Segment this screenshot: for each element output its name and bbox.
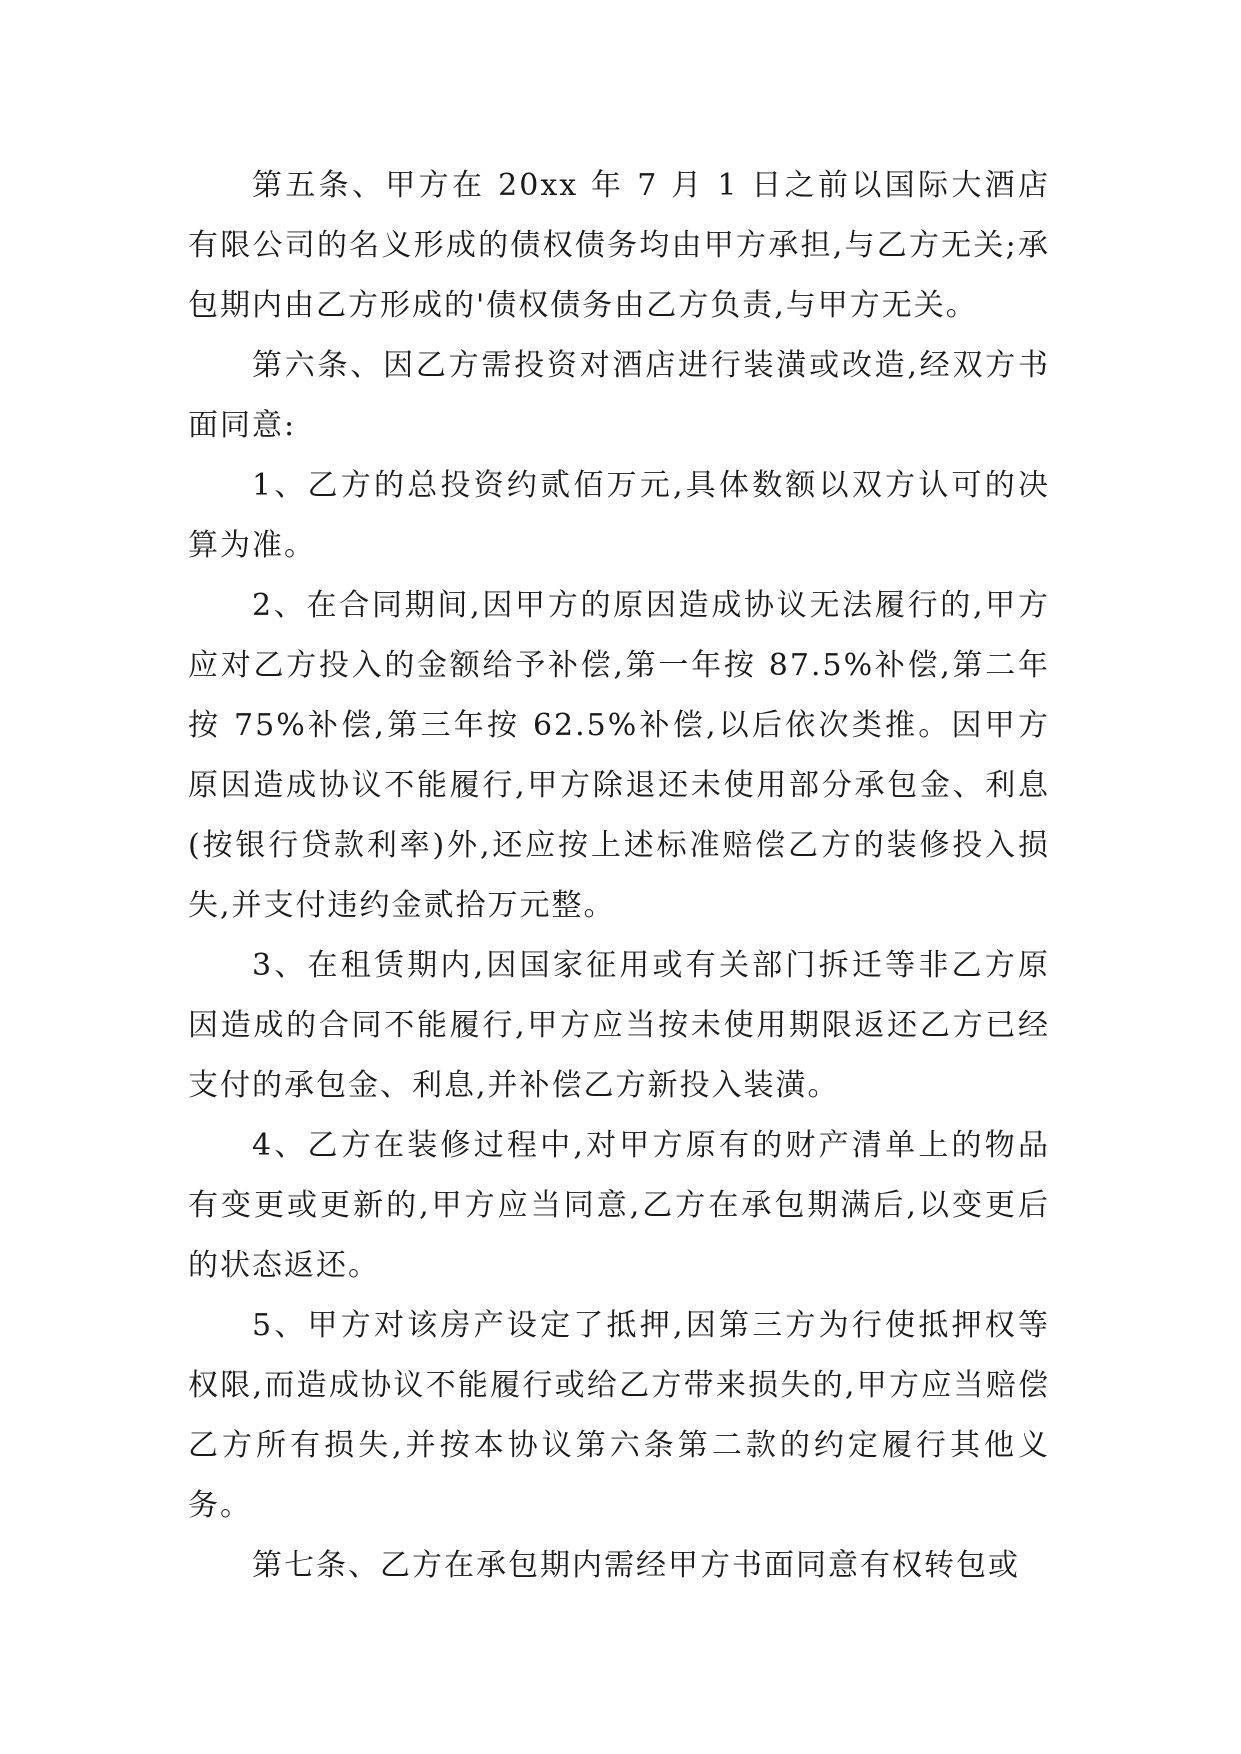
document-body <box>188 156 1050 1596</box>
paragraph-article-6-item-2: 2、在合同期间,因甲方的原因造成协议无法履行的,甲方应对乙方投入的金额给予补偿,第一年按 87.5%补偿,第二年按 75%补偿,第三年按 62.5%补偿,以后依次类推。因甲方原因造成协议不能履行,甲方除退还未使用部分承包金、利息(按银行贷款利率)外,还应按上述标准赔偿乙方的装修投入损失,并支付违约金贰拾万元整。 <box>188 588 1050 923</box>
paragraph-article-6-item-5: 5、甲方对该房产设定了抵押,因第三方为行使抵押权等权限,而造成协议不能履行或给乙方带来损失的,甲方应当赔偿乙方所有损失,并按本协议第六条第二款的约定履行其他义务。 <box>188 1308 1050 1523</box>
paragraph-article-6-item-4: 4、乙方在装修过程中,对甲方原有的财产清单上的物品有变更或更新的,甲方应当同意,乙方在承包期满后,以变更后的状态返还。 <box>188 1128 1050 1283</box>
paragraph-article-6-item-1: 1、乙方的总投资约贰佰万元,具体数额以双方认可的决算为准。 <box>188 468 1050 563</box>
paragraph-article-5: 第五条、甲方在 20xx 年 7 月 1 日之前以国际大酒店有限公司的名义形成的债权债务均由甲方承担,与乙方无关;承包期内由乙方形成的'债权债务由乙方负责,与甲方无关。 <box>188 168 1050 323</box>
paragraph-article-6: 第六条、因乙方需投资对酒店进行装潢或改造,经双方书面同意: <box>188 348 1050 443</box>
paragraph-article-6-item-3: 3、在租赁期内,因国家征用或有关部门拆迁等非乙方原因造成的合同不能履行,甲方应当按未使用期限返还乙方已经支付的承包金、利息,并补偿乙方新投入装潢。 <box>188 948 1050 1103</box>
paragraph-article-7: 第七条、乙方在承包期内需经甲方书面同意有权转包或 <box>252 1548 1020 1583</box>
